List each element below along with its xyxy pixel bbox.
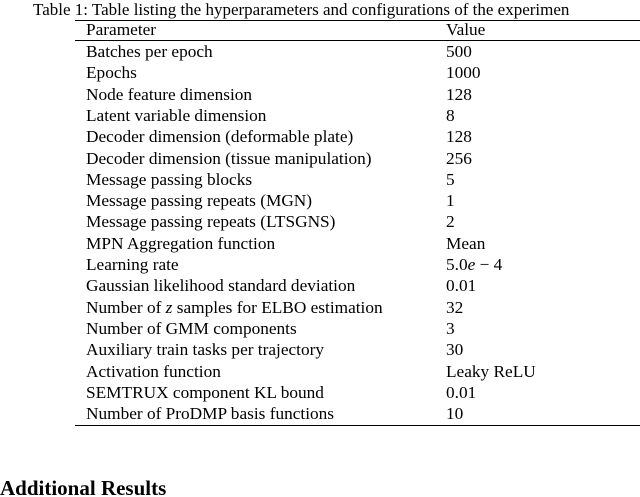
table-row <box>75 148 640 169</box>
section-heading: Additional Results <box>0 476 167 497</box>
parameter-cell: Decoder dimension (tissue manipulation) <box>86 148 372 168</box>
table-row <box>75 62 640 83</box>
table-bottom-rule <box>75 425 640 426</box>
table-row <box>75 339 640 360</box>
parameter-cell: Message passing repeats (MGN) <box>86 191 313 211</box>
value-cell: 500 <box>446 42 472 61</box>
column-header-value: Value <box>446 20 486 39</box>
table-header-row <box>75 20 640 40</box>
table-row <box>75 318 640 339</box>
table-row <box>75 41 640 62</box>
table-row <box>75 105 640 126</box>
value-cell: 5 <box>446 169 455 189</box>
parameter-cell: Latent variable dimension <box>86 105 267 125</box>
parameter-cell: Gaussian likelihood standard deviation <box>86 276 356 296</box>
table-row <box>75 211 640 232</box>
table-row <box>75 84 640 105</box>
table-row <box>75 275 640 296</box>
parameter-cell: Node feature dimension <box>86 84 253 104</box>
value-cell: 0.01 <box>446 276 477 296</box>
parameter-cell: Decoder dimension (deformable plate) <box>86 127 354 147</box>
value-cell: 8 <box>446 105 455 125</box>
table-row <box>75 169 640 190</box>
parameter-cell: MPN Aggregation function <box>86 233 276 253</box>
table-caption: Table 1: Table listing the hyperparameters and configurations of the experimen <box>33 0 570 19</box>
parameter-cell: Message passing repeats (LTSGNS) <box>86 212 336 232</box>
parameter-cell: Epochs <box>86 63 137 83</box>
value-cell: 0.01 <box>446 382 477 402</box>
value-cell: 128 <box>446 84 472 104</box>
column-header-parameter: Parameter <box>86 20 157 39</box>
value-cell: 2 <box>446 212 455 232</box>
parameter-cell: Learning rate <box>86 255 179 274</box>
parameter-cell: Number of z samples for ELBO estimation <box>86 297 383 317</box>
parameter-cell: Batches per epoch <box>86 42 213 61</box>
parameter-cell: Message passing blocks <box>86 169 253 189</box>
table-row <box>75 126 640 147</box>
value-cell: 1 <box>446 191 455 211</box>
value-cell: Leaky ReLU <box>446 361 536 381</box>
table-row <box>75 382 640 403</box>
table-row <box>75 361 640 382</box>
parameter-cell: Activation function <box>86 361 221 381</box>
value-cell: 10 <box>446 404 464 424</box>
parameter-cell: SEMTRUX component KL bound <box>86 382 324 402</box>
parameter-cell: Auxiliary train tasks per trajectory <box>86 340 325 360</box>
table-row <box>75 297 640 318</box>
value-cell: 5.0e − 4 <box>446 255 503 274</box>
table-row <box>75 403 640 424</box>
value-cell: Mean <box>446 233 486 253</box>
value-cell: 30 <box>446 340 464 360</box>
value-cell: 3 <box>446 318 455 338</box>
table-row <box>75 190 640 211</box>
value-cell: 32 <box>446 297 464 317</box>
table-row <box>75 233 640 254</box>
parameter-cell: Number of GMM components <box>86 318 297 338</box>
parameter-cell: Number of ProDMP basis functions <box>86 404 335 424</box>
value-cell: 128 <box>446 127 472 147</box>
table-row <box>75 254 640 275</box>
value-cell: 1000 <box>446 63 481 83</box>
value-cell: 256 <box>446 148 472 168</box>
